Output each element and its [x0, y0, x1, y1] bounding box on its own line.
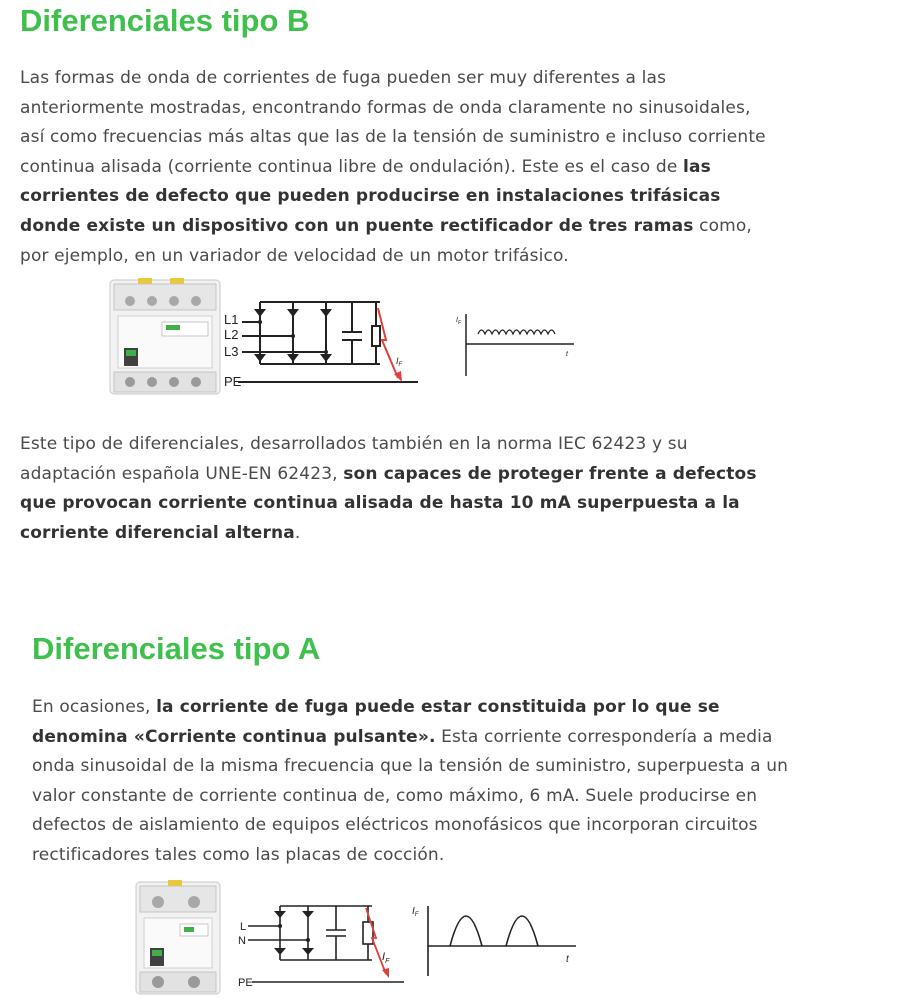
figure-tipo-b [108, 278, 588, 398]
label-pe: PE [224, 374, 242, 389]
axis-label-if-a: $I_F$ [412, 906, 419, 918]
axis-label-t-a: t [566, 954, 569, 965]
axis-label-t: t [566, 351, 568, 358]
label-n: N [238, 935, 246, 947]
axis-label-if: $I_F$ [456, 317, 462, 326]
fault-current-arrow [378, 308, 402, 382]
label-if-a: $I_F$ [382, 951, 390, 965]
label-l: L [240, 921, 247, 933]
heading-tipo-a: Diferenciales tipo A [32, 631, 321, 666]
label-l3: L3 [224, 344, 239, 359]
figure-tipo-a [132, 878, 582, 998]
label-pe-a: PE [238, 977, 253, 989]
waveform-pulsating-dc-graph [412, 906, 576, 976]
figure-tipo-a-svg [132, 878, 582, 998]
label-if: $I_F$ [396, 356, 403, 368]
paragraph-tipo-b-norma: Este tipo de diferenciales, desarrollados también en la norma IEC 62423 y su adaptación española UNE-EN 62423, son capaces de proteger frente a defectos que provocan corriente continua alisada de hasta 10 mA superpuesta a la corriente diferencial alterna. [20, 434, 757, 543]
figure-tipo-b-svg [108, 278, 588, 398]
breaker-2p-image [136, 880, 220, 994]
label-l1: L1 [224, 312, 239, 327]
label-l2: L2 [224, 327, 239, 342]
waveform-smooth-dc-graph [456, 314, 574, 376]
paragraph-tipo-a-intro: En ocasiones, la corriente de fuga puede estar constituida por lo que se denomina «Corriente continua pulsante». Esta corriente correspondería a media onda sinusoidal de la misma frecuencia que la tensión de suministro, superpuesta a un valor constante de corriente continua de, como máximo, 6 mA. Suele producirse en defectos de aislamiento de equipos eléctricos monofásicos que incorporan circuitos rectificadores tales como las placas de cocción. [32, 697, 789, 865]
single-phase-rectifier-diagram [248, 906, 404, 982]
paragraph-tipo-b-intro: Las formas de onda de corrientes de fuga pueden ser muy diferentes a las anteriormente mostradas, encontrando formas de onda claramente no sinusoidales, así como frecuencias más altas que las de la tensión de suministro e incluso corriente continua alisada (corriente continua libre de ondulación). Este es el caso de las corrientes de defecto que pueden producirse en instalaciones trifásicas donde existe un dispositivo con un puente rectificador de tres ramas como, por ejemplo, en un variador de velocidad de un motor trifásico. [20, 68, 766, 266]
heading-tipo-b: Diferenciales tipo B [20, 3, 310, 38]
breaker-4p-image [110, 278, 220, 394]
